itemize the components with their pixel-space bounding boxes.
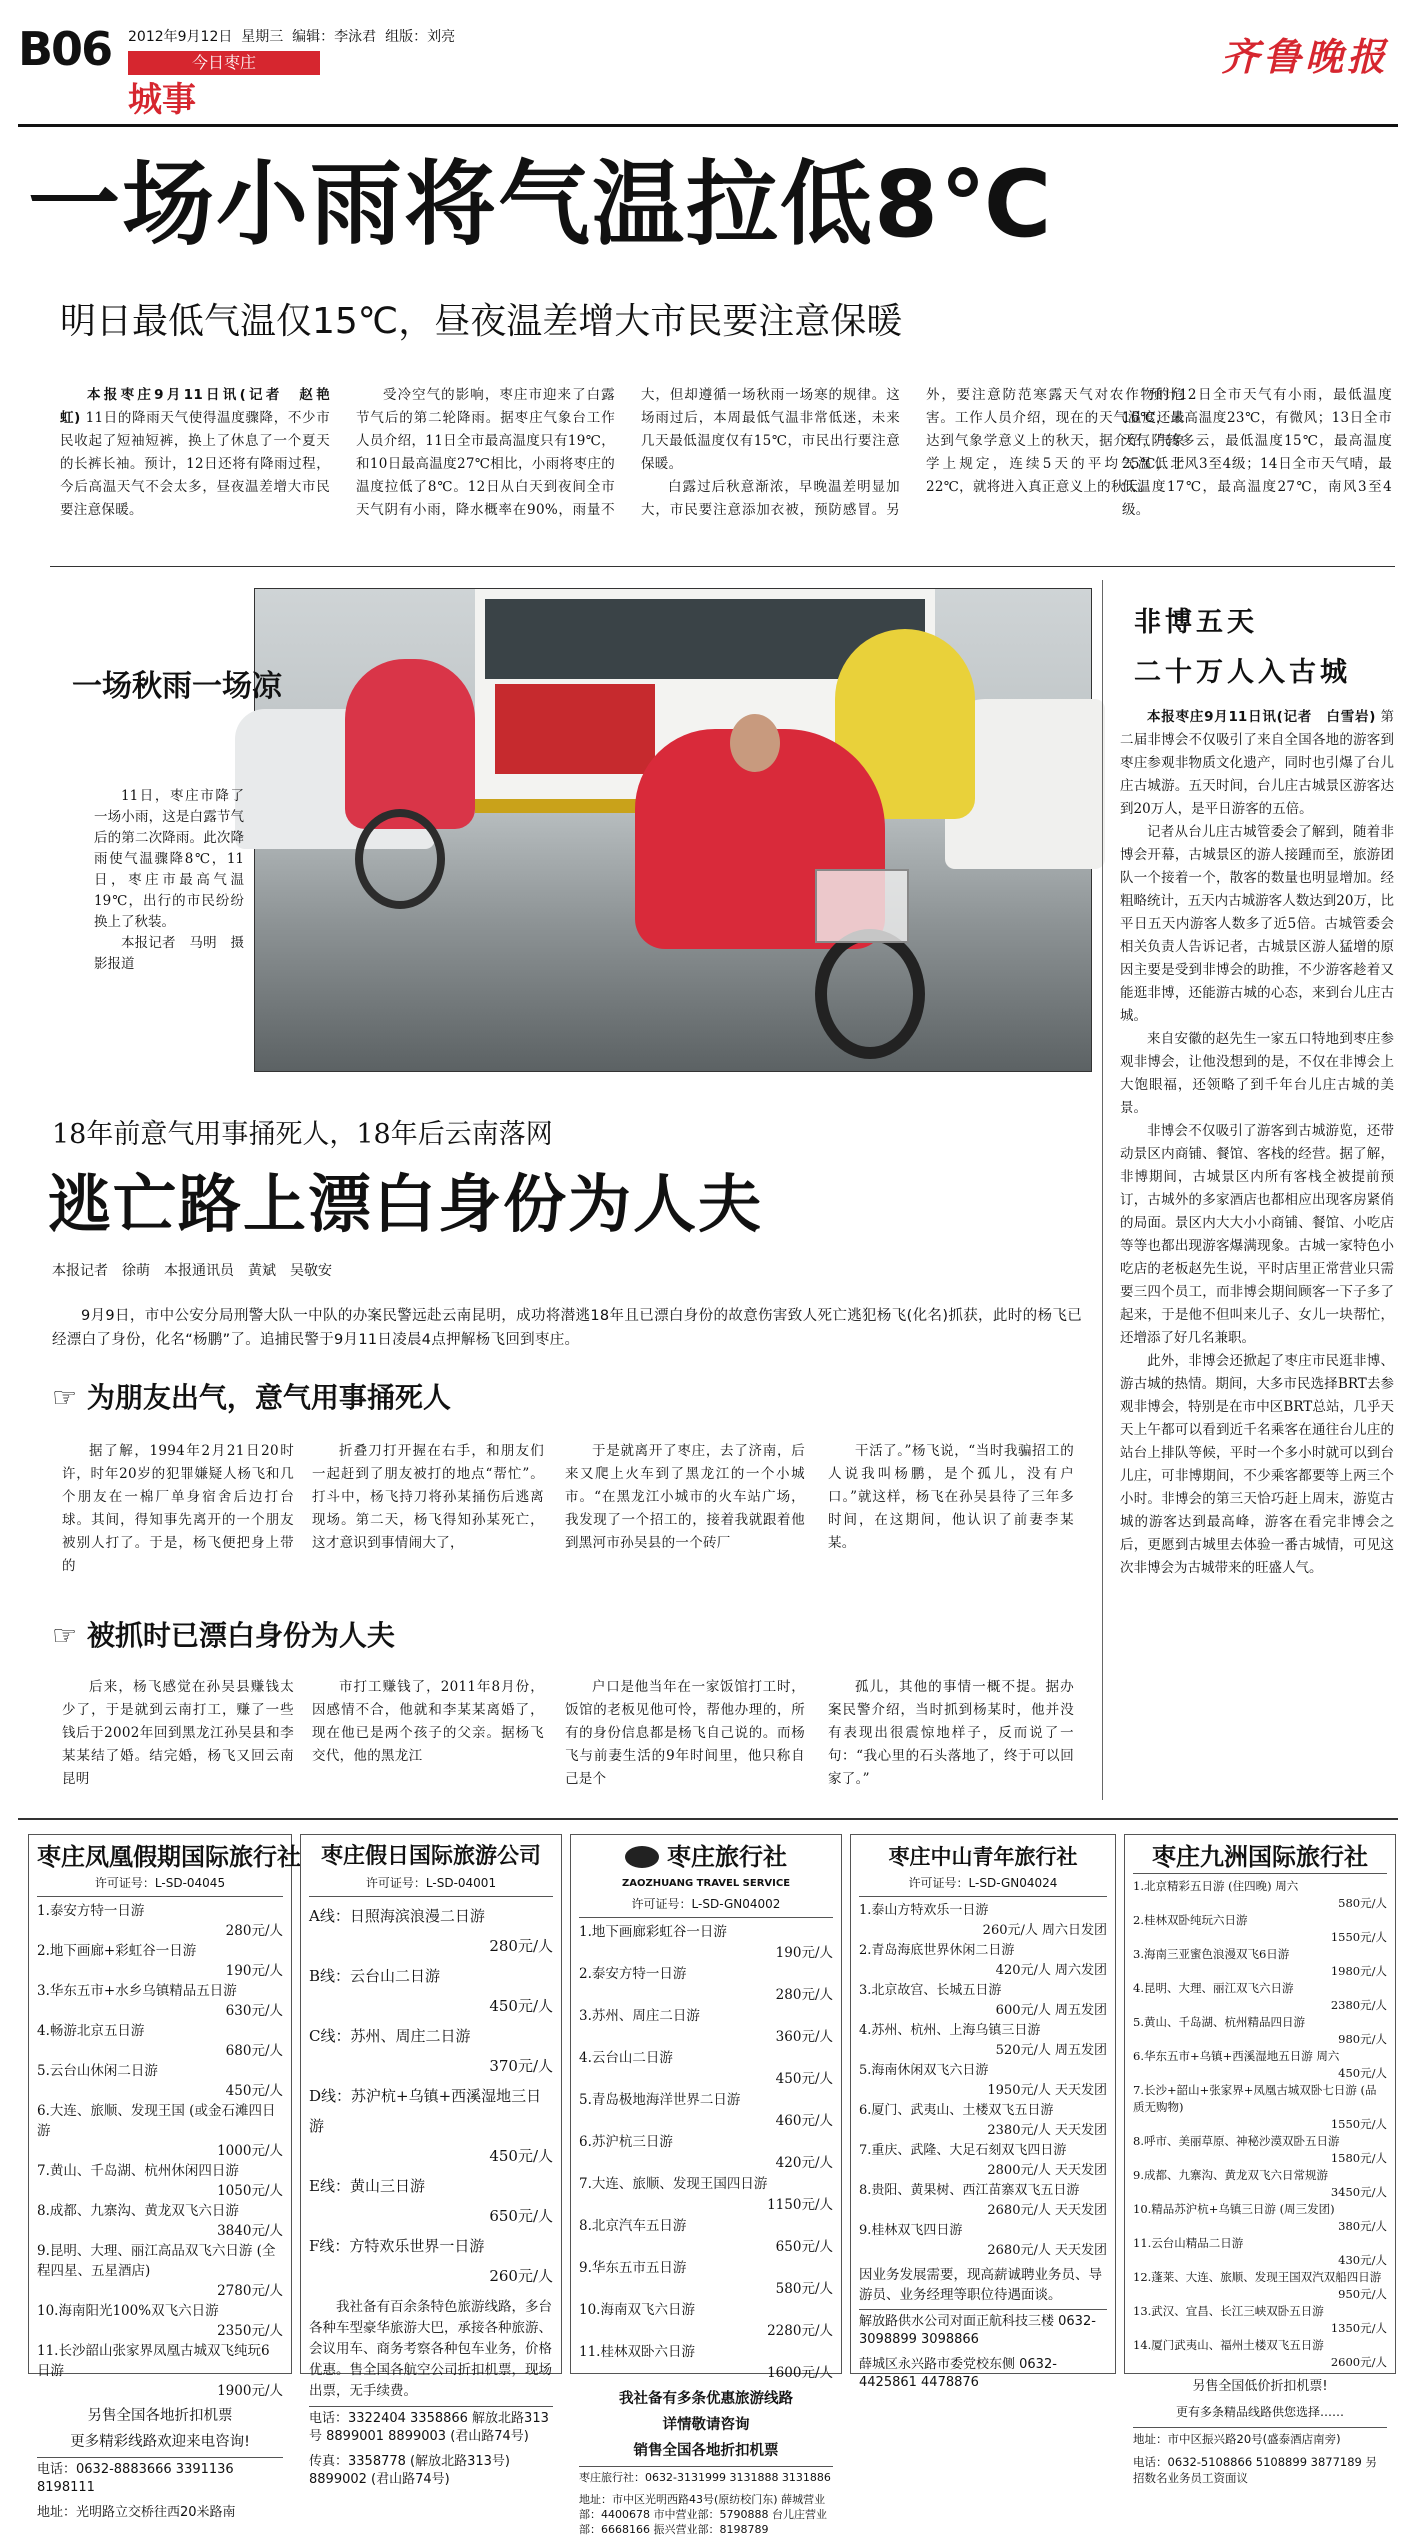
story2-sec1-col3 <box>565 1440 805 1555</box>
ad-item <box>309 2081 553 2171</box>
sidebar-p4: 非博会不仅吸引了游客到古城游览，还带动景区内商铺、餐馆、客栈的经营。据了解，非博期间，古城景区内所有客栈全被提前预订，古城外的多家酒店也都相应出现客房紧俏的局面。景区内大大小小商铺、餐馆、小吃店等等也都出现游客爆满现象。古城一家特色小吃店的老板赵先生说，平时店里正常营业只需要三四个员工，而非博会期间顾客一下子多了起来，于是他不但叫来儿子、女儿一块帮忙，还增添了好几名兼职。 <box>1120 1123 1394 1346</box>
ad-item-name: 2.泰安方特一日游 <box>579 1966 687 1982</box>
ad-item-name: 6.大连、旅顺、发现王国 (或金石滩四日游 <box>37 2103 276 2139</box>
ad-item-price: 460元/人 <box>775 2113 833 2129</box>
ad-item-price: 190元/人 <box>225 1963 283 1979</box>
ad-highlight-1: 另售全国低价折扣机票! <box>1192 2379 1328 2394</box>
ad-item-price: 430元/人 <box>1338 2253 1387 2267</box>
story2-sec1-c1: 据了解，1994年2月21日20时许，时年20岁的犯罪嫌疑人杨飞和几个朋友在一棉厂单身宿舍后边打台球。其间，得知事先离开的一个朋友被别人打了。于是，杨飞便把身上带的 <box>62 1443 294 1574</box>
rider-left-raincoat <box>345 659 475 829</box>
ad-item-price: 2780元/人 <box>217 2283 283 2299</box>
ad-item-name: 10.海南阳光100%双飞六日游 <box>37 2303 219 2319</box>
page-number: B06 <box>18 22 112 76</box>
ad-item <box>37 2101 283 2161</box>
ad-item-name: 9.昆明、大理、丽江高品双飞六日游 (全程四星、五星酒店) <box>37 2243 276 2279</box>
story1-lead: 本报枣庄9月11日讯(记者 赵艳虹) <box>60 387 330 426</box>
story1-subhead: 明日最低气温仅15℃，昼夜温差增大市民要注意保暖 <box>60 301 903 342</box>
ad-item-name: 2.地下画廊+彩虹谷一日游 <box>37 1943 197 1959</box>
ad-item-price: 420元/人 周六发团 <box>995 1963 1107 1978</box>
ad-item-name: 3.苏州、周庄二日游 <box>579 2008 700 2024</box>
story2-sec2-col2 <box>312 1676 544 1768</box>
ad-item <box>579 2090 833 2132</box>
ad-item-price: 2600元/人 <box>1330 2355 1387 2369</box>
ad-item-price: 580元/人 <box>775 2281 833 2297</box>
ad-item-price: 2280元/人 <box>767 2323 833 2339</box>
ad-item <box>1133 2235 1387 2269</box>
ad-item <box>1133 2269 1387 2303</box>
travel-logo-icon <box>625 1846 659 1868</box>
ad-item-name: 14.厦门武夷山、福州土楼双飞五日游 <box>1133 2338 1324 2352</box>
ad-item-price: 450元/人 <box>775 2071 833 2087</box>
news-photo <box>254 588 1092 1072</box>
ad-item-price: 630元/人 <box>225 2003 283 2019</box>
ad-item-price: 2680元/人 天天发团 <box>987 2243 1107 2258</box>
ad-item-name: F线：方特欢乐世界一日游 <box>309 2237 485 2255</box>
ad-item-price: 1550元/人 <box>1330 1930 1387 1944</box>
date: 2012年9月12日 <box>128 29 233 45</box>
ad-item-name: 5.黄山、千岛湖、杭州精品四日游 <box>1133 2015 1305 2029</box>
ad-item-name: 2.青岛海底世界休闲二日游 <box>859 1943 1015 1958</box>
sidebar-p3: 来自安徽的赵先生一家五口特地到枣庄参观非博会，让他没想到的是，不仅在非博会上大饱眼福，还领略了到千年台儿庄古城的美景。 <box>1120 1031 1394 1116</box>
ad-item-name: 3.华东五市+水乡乌镇精品五日游 <box>37 1983 237 1999</box>
story2-sec1-c3: 于是就离开了枣庄，去了济南，后来又爬上火车到了黑龙江的一个小城市。“在黑龙江小城市的火车站广场，我发现了一个招工的，接着我就跟着他到黑河市孙吴县的一个砖厂 <box>565 1443 805 1551</box>
ad-zaozhuang <box>570 1834 842 2536</box>
ad-item-price: 1000元/人 <box>217 2143 283 2159</box>
ad-item-name: 11.云台山精品二日游 <box>1133 2236 1244 2250</box>
ad-item <box>859 1981 1107 2021</box>
editor: 编辑：李泳君 <box>292 29 377 45</box>
ad-item <box>579 2132 833 2174</box>
ad-item <box>37 1981 283 2021</box>
ad-item-name: 9.成都、九寨沟、黄龙双飞六日常规游 <box>1133 2168 1328 2182</box>
brand-logo: 齐鲁晚报 <box>1220 34 1389 79</box>
story2-sec2-col4 <box>828 1676 1074 1791</box>
story2-sec2-c1: 后来，杨飞感觉在孙吴县赚钱太少了，于是就到云南打工，赚了一些钱后于2002年回到黑龙江孙吴县和李某某结了婚。结完婚，杨飞又回云南昆明 <box>62 1679 294 1787</box>
ad-address-2: 薛城区永兴路市委党校东侧 0632-4425861 4478876 <box>859 2357 1057 2390</box>
ad-item-price: 520元/人 周五发团 <box>995 2043 1107 2058</box>
ad-address: 地址：市中区振兴路20号(盛泰酒店南旁) <box>1133 2427 1387 2447</box>
header-divider <box>18 124 1398 127</box>
ad-item <box>37 2341 283 2401</box>
ad-item-name: 13.武汉、宜昌、长江三峡双卧五日游 <box>1133 2304 1324 2318</box>
ad-item-name: 1.地下画廊彩虹谷一日游 <box>579 1924 727 1940</box>
story2-sub1 <box>52 1380 451 1416</box>
ad-item-price: 3450元/人 <box>1330 2185 1387 2199</box>
story1-col-2 <box>356 384 1185 544</box>
ad-item <box>309 1901 553 1961</box>
ad-item <box>579 1964 833 2006</box>
scooter-left <box>355 809 445 909</box>
ad-license: 许可证号：L-SD-04001 <box>309 1873 553 1897</box>
story2-sec2-c3: 户口是他当年在一家饭馆打工时，饭馆的老板见他可怜，帮他办理的，所有的身份信息都是杨飞自己说的。而杨飞与前妻生活的9年时间里，他只称自己是个 <box>565 1679 805 1787</box>
story1-p2: 受冷空气的影响，枣庄市迎来了白露节气后的第二轮降雨。据枣庄气象台工作人员介绍，11日全市最高温度只有19℃，和10日最高温度27℃相比，小雨将枣庄的温度拉低了8℃。12日从白天到夜间全市天气阴有小雨，降水概率在90%，雨量不大，但却遵循一场秋雨一场寒的规律。这场雨过后，本周最低气温非常低迷，未来几天最低温度仅有15℃，市民出行要注意保暖。 <box>356 387 900 518</box>
ad-license: 许可证号：L-SD-GN04024 <box>859 1873 1107 1897</box>
story2-kicker: 18年前意气用事捅死人，18年后云南落网 <box>52 1119 553 1150</box>
ad-item <box>1133 2048 1387 2082</box>
ads-divider <box>18 1818 1398 1820</box>
story2-sec2-col1 <box>62 1676 294 1791</box>
ad-item-name: 8.北京汽车五日游 <box>579 2218 687 2234</box>
story1-col-4 <box>1122 384 1392 522</box>
ad-item-name: 12.蓬莱、大连、旅顺、发现王国双汽双船四日游 <box>1133 2270 1382 2284</box>
pointing-hand-icon: ☞ <box>52 1619 78 1652</box>
ad-item <box>1133 2133 1387 2167</box>
story2-sub2 <box>52 1618 395 1654</box>
story2-sec2-c4: 孤儿，其他的事情一概不提。据办案民警介绍，当时抓到杨某时，他并没有表现出很震惊地样子，反而说了一句：“我心里的石头落地了，终于可以回家了。” <box>828 1679 1074 1787</box>
story2-sec1-col4 <box>828 1440 1074 1555</box>
ad-item-price: 2680元/人 天天发团 <box>987 2203 1107 2218</box>
ad-item-name: 9.华东五市五日游 <box>579 2260 687 2276</box>
story1-divider <box>50 566 1395 567</box>
story2-sub2-text: 被抓时已漂白身份为人夫 <box>86 1619 395 1652</box>
ad-item-price: 2380元/人 <box>1330 1998 1387 2012</box>
ad-item-name: 1.泰山方特欢乐一日游 <box>859 1903 989 1918</box>
ad-item-price: 2350元/人 <box>217 2323 283 2339</box>
ad-item-name: C线：苏州、周庄二日游 <box>309 2027 471 2045</box>
ad-item-price: 1550元/人 <box>1330 2117 1387 2131</box>
ad-item-name: 8.成都、九寨沟、黄龙双飞六日游 <box>37 2203 239 2219</box>
ad-item-price: 3840元/人 <box>217 2223 283 2239</box>
ad-jiuzhou <box>1124 1834 1396 2485</box>
ad-item-name: B线：云台山二日游 <box>309 1967 441 1985</box>
ad-item-price: 450元/人 <box>489 1997 553 2015</box>
ad-license: 许可证号：L-SD-04045 <box>37 1873 283 1897</box>
ad-item-price: 1150元/人 <box>767 2197 833 2213</box>
sidebar-p2: 记者从台儿庄古城管委会了解到，随着非博会开幕，古城景区的游人接踵而至，旅游团队一个接着一个，散客的数量也明显增加。经粗略统计，五天内古城游客人数达到20万，比平日五天内游客人数多了近5倍。古城管委会相关负责人告诉记者，古城景区游人猛增的原因主要是受到非博会的助推，不少游客趁着又能逛非博，还能游古城的心态，来到台儿庄古城。 <box>1120 824 1394 1024</box>
ad-item-name: 4.畅游北京五日游 <box>37 2023 145 2039</box>
photo-title: 一场秋雨一场凉 <box>72 669 282 704</box>
ad-item-name: 5.海南休闲双飞六日游 <box>859 2063 989 2078</box>
ad-item <box>37 2301 283 2341</box>
ad-item-name: D线：苏沪杭+乌镇+西溪湿地三日游 <box>309 2087 542 2135</box>
story2-lead-text: 9月9日，市中公安分局刑警大队一中队的办案民警远赴云南昆明，成功将潜逃18年且已漂白身份的故意伤害致人死亡逃犯杨飞(化名)抓获，此时的杨飞已经漂白了身份，化名“杨鹏”了。追捕民警于9月11日凌晨4点押解杨飞回到枣庄。 <box>52 1308 1082 1348</box>
ad-item <box>37 2201 283 2241</box>
ad-item <box>579 2006 833 2048</box>
ad-item <box>859 2221 1107 2261</box>
bus-ad-panel <box>495 684 655 774</box>
ad-item-price: 1580元/人 <box>1330 2151 1387 2165</box>
ad-item <box>859 1901 1107 1941</box>
ad-item-price: 1980元/人 <box>1330 1964 1387 1978</box>
ad-item-name: 1.北京精彩五日游 (住四晚) 周六 <box>1133 1879 1299 1893</box>
ad-item <box>309 2021 553 2081</box>
ad-item <box>579 2048 833 2090</box>
ad-items <box>309 1901 553 2291</box>
ad-items <box>37 1901 283 2401</box>
ad-item <box>859 1941 1107 1981</box>
ad-item <box>579 2258 833 2300</box>
ad-item-price: 1950元/人 天天发团 <box>987 2083 1107 2098</box>
ad-address: 地址：市中区光明西路43号(原纺校门东) 薛城营业部：4400678 市中营业部：5790888 台儿庄营业部：6668166 振兴营业部：8198789 <box>579 2493 827 2536</box>
ad-items <box>859 1901 1107 2261</box>
ad-highlight-2: 更有多条精品线路供您选择…… <box>1175 2405 1344 2419</box>
ad-item-price: 420元/人 <box>775 2155 833 2171</box>
ad-item-name: 6.厦门、武夷山、土楼双飞五日游 <box>859 2103 1054 2118</box>
story2-sub1-text: 为朋友出气，意气用事捅死人 <box>86 1381 451 1414</box>
ad-item-name: 6.华东五市+乌镇+西溪湿地五日游 周六 <box>1133 2049 1340 2063</box>
ad-name: 枣庄旅行社 <box>667 1843 787 1871</box>
ad-highlight-3: 销售全国各地折扣机票 <box>633 2443 779 2459</box>
ad-item <box>579 2342 833 2384</box>
column-tag: 今日枣庄 <box>128 51 320 75</box>
ad-name: 枣庄假日国际旅游公司 <box>320 1844 541 1869</box>
story2-lead <box>52 1304 1082 1352</box>
ad-item <box>1133 2337 1387 2371</box>
ad-item-price: 980元/人 <box>1338 2032 1387 2046</box>
ad-item <box>1133 1980 1387 2014</box>
ad-license: 许可证号：L-SD-GN04002 <box>579 1894 833 1918</box>
ad-item <box>309 2231 553 2291</box>
ad-name: 枣庄凤凰假期国际旅行社 <box>37 1843 301 1871</box>
ad-item-price: 280元/人 <box>225 1923 283 1939</box>
ad-item <box>579 2216 833 2258</box>
ad-item-price: 580元/人 <box>1338 1896 1387 1910</box>
ad-item <box>859 2141 1107 2181</box>
ad-item-name: E线：黄山三日游 <box>309 2177 425 2195</box>
ad-tel: 电话：3322404 3358866 解放北路313号 8899001 8899003 (君山路74号) <box>309 2406 553 2446</box>
photo-credit: 本报记者 马明 摄影报道 <box>94 935 244 972</box>
scooter-front-wheel <box>815 929 925 1059</box>
ad-item-price: 600元/人 周五发团 <box>995 2003 1107 2018</box>
story2-headline: 逃亡路上漂白身份为人夫 <box>48 1168 763 1241</box>
ad-item-name: 10.海南双飞六日游 <box>579 2302 695 2318</box>
ad-item-price: 450元/人 <box>225 2083 283 2099</box>
ad-items <box>1133 1878 1387 2371</box>
layout-editor: 组版：刘亮 <box>385 29 456 45</box>
ad-item <box>1133 2201 1387 2235</box>
ad-item <box>859 2021 1107 2061</box>
story1-p1: 11日的降雨天气使得温度骤降，不少市民收起了短袖短裤，换上了休息了一个夏天的长裤长袖。预计，12日还将有降雨过程，今后高温天气不会太多，昼夜温差增大市民要注意保暖。 <box>60 410 331 518</box>
ad-item-name: 5.青岛极地海洋世界二日游 <box>579 2092 741 2108</box>
ad-item-price: 450元/人 <box>489 2147 553 2165</box>
ad-item <box>1133 1946 1387 1980</box>
sidebar-lead: 本报枣庄9月11日讯(记者 白雪岩) <box>1147 709 1376 725</box>
weekday: 星期三 <box>241 29 284 45</box>
ad-tel: 电话：0632-8883666 3391136 8198111 <box>37 2457 283 2497</box>
ad-item-price: 680元/人 <box>225 2043 283 2059</box>
ad-item-name: 4.昆明、大理、丽江双飞六日游 <box>1133 1981 1294 1995</box>
issue-date <box>128 26 455 46</box>
ad-item-name: 3.海南三亚蜜色浪漫双飞6日游 <box>1133 1947 1290 1961</box>
ad-item <box>1133 1912 1387 1946</box>
ad-item-price: 1350元/人 <box>1330 2321 1387 2335</box>
ad-item-name: 7.黄山、千岛湖、杭州休闲四日游 <box>37 2163 239 2179</box>
ad-item-price: 370元/人 <box>489 2057 553 2075</box>
ad-item-price: 450元/人 <box>1338 2066 1387 2080</box>
ad-tel: 枣庄旅行社：0632-3131999 3131888 3131886 <box>579 2466 833 2485</box>
ad-item-price: 280元/人 <box>489 1937 553 1955</box>
story2-sec1-c2: 折叠刀打开握在右手，和朋友们一起赶到了朋友被打的地点“帮忙”。打斗中，杨飞持刀将孙某捅伤后逃离现场。第二天，杨飞得知孙某死亡，这才意识到事情闹大了， <box>312 1443 544 1551</box>
story1-p4: 预计12日全市天气有小雨，最低温度16℃，最高温度23℃，有微风；13日全市天气阴转多云，最低温度15℃，最高温度25℃，北风3至4级；14日全市天气晴，最低温度17℃，最高温度27℃，南风3至4级。 <box>1122 387 1392 518</box>
ad-zhongshan <box>850 1834 1116 2390</box>
ad-item-price: 650元/人 <box>489 2207 553 2225</box>
sidebar-rule <box>1102 580 1103 1800</box>
ad-item-name: 7.长沙+韶山+张家界+凤凰古城双卧七日游 (品质无购物) <box>1133 2083 1377 2114</box>
ad-item-price: 650元/人 <box>775 2239 833 2255</box>
ad-item <box>859 2061 1107 2101</box>
ad-item <box>859 2181 1107 2221</box>
ad-item-name: 7.重庆、武隆、大足石刻双飞四日游 <box>859 2143 1067 2158</box>
ad-item-name: 4.苏州、杭州、上海乌镇三日游 <box>859 2023 1041 2038</box>
sidebar-p1: 第二届非博会不仅吸引了来自全国各地的游客到枣庄参观非物质文化遗产，同时也引爆了台儿庄古城游。五天时间，台儿庄古城景区游客达到20万人，是平日游客的五倍。 <box>1120 709 1394 817</box>
ad-item-price: 360元/人 <box>775 2029 833 2045</box>
ad-address: 地址：光明路立交桥往西20米路南 <box>37 2505 236 2520</box>
ad-item-name: 2.桂林双卧纯玩六日游 <box>1133 1913 1248 1927</box>
ad-item <box>579 2174 833 2216</box>
ad-item-name: 11.长沙韶山张家界凤凰古城双飞纯玩6日游 <box>37 2343 270 2379</box>
story2-sec1-col1 <box>62 1440 294 1578</box>
ad-item <box>859 2101 1107 2141</box>
ad-highlight-2: 更多精彩线路欢迎来电咨询! <box>70 2434 250 2450</box>
ad-item <box>37 1941 283 1981</box>
ad-item <box>37 2161 283 2201</box>
story1-col-1 <box>60 384 330 522</box>
ad-item <box>309 2171 553 2231</box>
ad-item-price: 190元/人 <box>775 1945 833 1961</box>
ad-address-1: 解放路供水公司对面正航科技三楼 0632-3098899 3098866 <box>859 2309 1107 2349</box>
sidebar-title-1: 非博五天 <box>1134 607 1258 638</box>
ad-highlight-1: 我社备有多条优惠旅游线路 <box>619 2391 793 2407</box>
section-name: 城事 <box>128 80 196 120</box>
ad-item <box>1133 2014 1387 2048</box>
ad-item <box>579 2300 833 2342</box>
ad-item <box>579 1922 833 1964</box>
ad-item-price: 380元/人 <box>1338 2219 1387 2233</box>
ad-item-name: A线：日照海滨浪漫二日游 <box>309 1907 485 1925</box>
ad-item-name: 8.呼市、美丽草原、神秘沙漠双卧五日游 <box>1133 2134 1340 2148</box>
ad-name: 枣庄中山青年旅行社 <box>888 1845 1078 1869</box>
ad-item <box>309 1961 553 2021</box>
ad-item-name: 1.泰安方特一日游 <box>37 1903 145 1919</box>
scooter-basket <box>815 869 909 943</box>
ad-item <box>1133 2167 1387 2201</box>
ad-item-price: 260元/人 <box>489 2267 553 2285</box>
ad-item-name: 3.北京故宫、长城五日游 <box>859 1983 1002 1998</box>
ad-item-price: 2380元/人 天天发团 <box>987 2123 1107 2138</box>
story2-byline: 本报记者 徐萌 本报通讯员 黄斌 吴敬安 <box>52 1263 332 1279</box>
ad-fax: 传真：3358778 (解放北路313号) 8899002 (君山路74号) <box>309 2454 510 2487</box>
ad-jiari <box>300 1834 562 2487</box>
ad-item-name: 7.大连、旅顺、发现王国四日游 <box>579 2176 768 2192</box>
ad-name: 枣庄九洲国际旅行社 <box>1133 1841 1387 1874</box>
ad-note: 因业务发展需要，现高薪诚聘业务员、导游员、业务经理等职位待遇面谈。 <box>859 2267 1102 2303</box>
story1-headline: 一场小雨将气温拉低8℃ <box>28 151 1054 258</box>
ad-note: 我社备有百余条特色旅游线路，多台各种车型豪华旅游大巴，承接各种旅游、会议用车、商务考察各种包车业务，价格优惠。售全国各航空公司折扣机票，现场出票，无手续费。 <box>309 2299 552 2399</box>
ad-item <box>1133 1878 1387 1912</box>
photo-caption <box>94 786 244 975</box>
ad-item <box>37 2061 283 2101</box>
ad-item <box>37 2021 283 2061</box>
ad-item-price: 1050元/人 <box>217 2183 283 2199</box>
story2-sec2-c2: 市打工赚钱了，2011年8月份，因感情不合，他就和李某某离婚了，现在他已是两个孩子的父亲。据杨飞交代，他的黑龙江 <box>312 1679 544 1764</box>
story2-sec1-c4: 干活了。”杨飞说，“当时我骗招工的人说我叫杨鹏，是个孤儿，没有户口。”就这样，杨飞在孙吴县待了三年多时间，在这期间，他认识了前妻李某某。 <box>828 1443 1074 1551</box>
ad-item <box>37 2241 283 2301</box>
ad-item-name: 4.云台山二日游 <box>579 2050 673 2066</box>
sidebar-p5: 此外，非博会还掀起了枣庄市民逛非博、游古城的热情。期间，大多市民选择BRT去参观非博会，特别是在市中区BRT总站，几乎天天上午都可以看到近千名乘客在通往台儿庄的站台上排队等候，平时一个多小时就可以到台儿庄，可非博期间，不少乘客都要等上两三个小时。非博会的第三天恰巧赶上周末，游览古城的游客达到最高峰，游客在看完非博会之后，更愿到古城里去体验一番古城情，可见这次非博会为古城带来的旺盛人气。 <box>1120 1353 1394 1576</box>
ad-item-name: 9.桂林双飞四日游 <box>859 2223 963 2238</box>
ad-item-name: 10.精品苏沪杭+乌镇三日游 (周三发团) <box>1133 2202 1335 2216</box>
ad-item <box>1133 2082 1387 2133</box>
ad-item-name: 11.桂林双卧六日游 <box>579 2344 695 2360</box>
ad-item-price: 260元/人 周六日发团 <box>982 1923 1107 1938</box>
ad-tel: 电话：0632-5108866 5108899 3877189 另招数名业务员工资面议 <box>1133 2455 1378 2485</box>
ad-items <box>579 1922 833 2384</box>
sidebar-title-2: 二十万人入古城 <box>1134 657 1351 688</box>
ad-highlight-2: 详情敬请咨询 <box>662 2417 750 2433</box>
ad-item-name: 6.苏沪杭三日游 <box>579 2134 673 2150</box>
ad-item-price: 1600元/人 <box>767 2365 833 2381</box>
story2-sec2-col3 <box>565 1676 805 1791</box>
ad-highlight-1: 另售全国各地折扣机票 <box>87 2408 233 2424</box>
ad-item-price: 950元/人 <box>1338 2287 1387 2301</box>
ad-fenghuang <box>28 1834 301 2520</box>
ad-item-name: 5.云台山休闲二日游 <box>37 2063 158 2079</box>
ad-name-en: ZAOZHUANG TRAVEL SERVICE <box>621 1878 791 1889</box>
photo-caption-text: 11日，枣庄市降了一场小雨，这是白露节气后的第二次降雨。此次降雨使气温骤降8℃，11日，枣庄市最高气温19℃，出行的市民纷纷换上了秋装。 <box>94 788 244 930</box>
ad-item <box>1133 2303 1387 2337</box>
ad-item <box>37 1901 283 1941</box>
ad-item-name: 8.贵阳、黄果树、西江苗寨双飞五日游 <box>859 2183 1080 2198</box>
ad-item-price: 280元/人 <box>775 1987 833 2003</box>
ad-item-price: 1900元/人 <box>217 2383 283 2399</box>
sidebar-body <box>1120 706 1394 1580</box>
story2-sec1-col2 <box>312 1440 544 1555</box>
ad-item-price: 2800元/人 天天发团 <box>987 2163 1107 2178</box>
story1-p3: 白露过后秋意渐浓，早晚温差明显加大，市民要注意添加衣被，预防感冒。另外，要注意防范寒露天气对农作物的危害。工作人员介绍，现在的天气温度还未达到气象学意义上的秋天，据介绍，气象学上规定，连续5天的平均气温低于22℃，就将进入真正意义上的秋天。 <box>641 387 1185 518</box>
pointing-hand-icon: ☞ <box>52 1381 78 1414</box>
rider-face <box>730 714 780 772</box>
